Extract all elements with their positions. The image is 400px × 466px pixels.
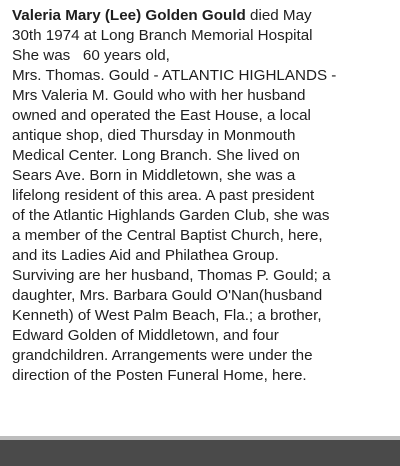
first-line-text: died May: [245, 7, 312, 24]
deceased-name: Valeria Mary (Lee) Golden Gould: [12, 7, 246, 24]
obituary-line: She was 60 years old,: [12, 47, 170, 64]
obituary-line: of the Atlantic Highlands Garden Club, she was: [12, 207, 330, 224]
obituary-line: direction of the Posten Funeral Home, here.: [12, 367, 307, 384]
obituary-line: Kenneth) of West Palm Beach, Fla.; a brother,: [12, 307, 322, 324]
obituary-line: Mrs Valeria M. Gould who with her husband: [12, 87, 306, 104]
obituary-clipping: [12, 6, 396, 436]
obituary-line: Medical Center. Long Branch. She lived on: [12, 147, 300, 164]
obituary-line: daughter, Mrs. Barbara Gould O'Nan(husband: [12, 287, 323, 304]
obituary-line: a member of the Central Baptist Church, here,: [12, 227, 323, 244]
obituary-line: Surviving are her husband, Thomas P. Gould; a: [12, 267, 331, 284]
obituary-line: owned and operated the East House, a local: [12, 107, 311, 124]
obituary-line: Edward Golden of Middletown, and four: [12, 327, 279, 344]
obituary-line-1: [12, 6, 312, 26]
obituary-line: and its Ladies Aid and Philathea Group.: [12, 247, 279, 264]
obituary-line: grandchildren. Arrangements were under the: [12, 347, 313, 364]
obituary-line: 30th 1974 at Long Branch Memorial Hospital: [12, 27, 313, 44]
scan-bottom-border: [0, 440, 400, 466]
obituary-line: Mrs. Thomas. Gould - ATLANTIC HIGHLANDS -: [12, 67, 337, 84]
obituary-line: Sears Ave. Born in Middletown, she was a: [12, 167, 296, 184]
obituary-line: lifelong resident of this area. A past president: [12, 187, 315, 204]
obituary-line: antique shop, died Thursday in Monmouth: [12, 127, 296, 144]
